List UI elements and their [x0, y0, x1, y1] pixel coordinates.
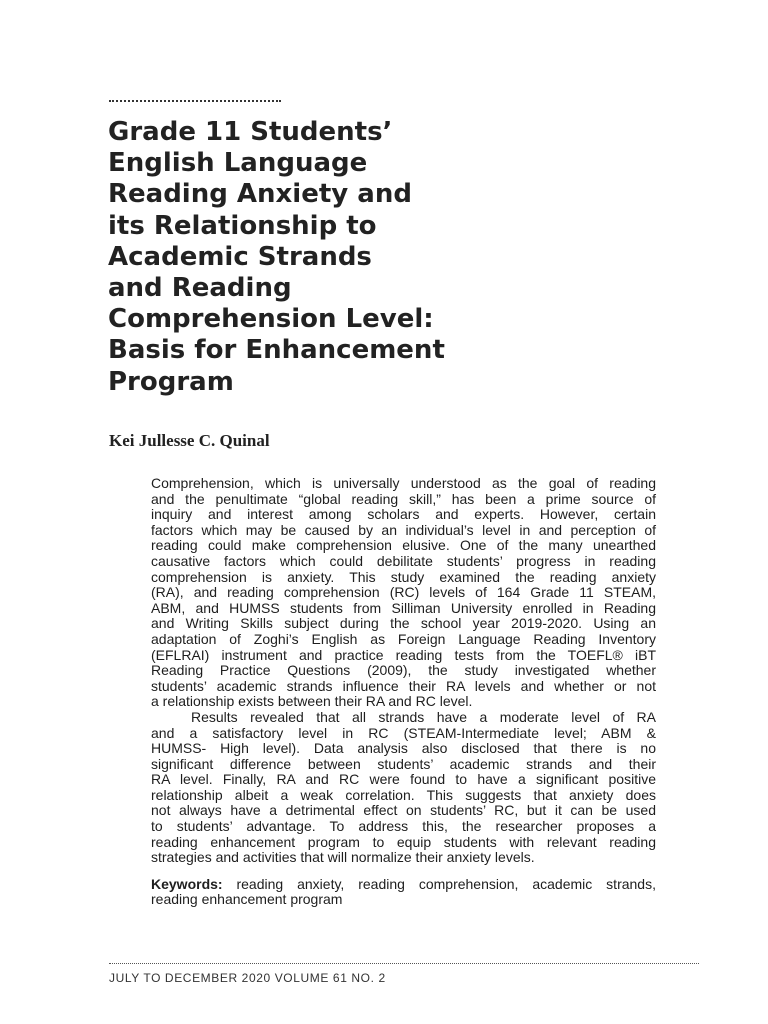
abstract-line: and the penultimate “global reading skill,” has been a prime source of	[151, 490, 656, 507]
keywords-line	[151, 877, 656, 893]
keywords-text: reading anxiety, reading comprehension, academic strands,	[222, 875, 656, 892]
abstract-line: Comprehension, which is universally understood as the goal of reading	[151, 475, 656, 491]
abstract-paragraph-2	[151, 710, 656, 866]
abstract-line: strategies and activities that will normalize their anxiety levels.	[151, 849, 535, 866]
abstract-line: factors which may be caused by an individual’s level in and perception of	[151, 521, 656, 538]
keywords-line: reading enhancement program	[151, 891, 343, 908]
author-name: Kei Jullesse C. Quinal	[109, 431, 270, 450]
title-line: Program	[108, 366, 234, 397]
title-line: Basis for Enhancement	[108, 335, 445, 366]
abstract-paragraph-1	[151, 476, 656, 710]
article-title	[108, 117, 528, 398]
title-line: and Reading	[108, 273, 292, 304]
title-line: Grade 11 Students’	[108, 117, 393, 147]
abstract-line: and a satisfactory level in RC (STEAM-Intermediate level; ABM &	[151, 724, 656, 741]
abstract-line: HUMSS- High level). Data analysis also disclosed that there is no	[151, 740, 656, 757]
abstract-line: RA level. Finally, RA and RC were found to have a significant positive	[151, 771, 656, 788]
title-line: English Language	[108, 148, 368, 179]
title-top-dotted-rule	[109, 100, 281, 102]
abstract	[151, 476, 656, 908]
abstract-line: adaptation of Zoghi’s English as Foreign Language Reading Inventory	[151, 630, 656, 647]
title-line: its Relationship to	[108, 210, 377, 241]
abstract-line: significant difference between students’ academic strands and their	[151, 755, 656, 772]
title-line: Reading Anxiety and	[108, 179, 412, 210]
footer-dotted-rule	[109, 963, 699, 964]
abstract-line: (RA), and reading comprehension (RC) levels of 164 Grade 11 STEAM,	[151, 584, 656, 601]
keywords-label: Keywords:	[151, 875, 223, 892]
journal-issue-footer: JULY TO DECEMBER 2020 VOLUME 61 NO. 2	[109, 971, 386, 985]
abstract-line: causative factors which could debilitate students’ progress in reading	[151, 552, 656, 569]
abstract-line: ABM, and HUMSS students from Silliman University enrolled in Reading	[151, 599, 656, 616]
abstract-line: reading enhancement program to equip students with relevant reading	[151, 833, 656, 850]
abstract-line: reading could make comprehension elusive. One of the many unearthed	[151, 537, 656, 554]
abstract-line: not always have a detrimental effect on students’ RC, but it can be used	[151, 802, 656, 819]
abstract-line: to students’ advantage. To address this, the researcher proposes a	[151, 818, 656, 835]
abstract-line: (EFLRAI) instrument and practice reading tests from the TOEFL® iBT	[151, 646, 656, 663]
abstract-line: comprehension is anxiety. This study examined the reading anxiety	[151, 568, 656, 585]
abstract-line: and Writing Skills subject during the school year 2019-2020. Using an	[151, 615, 656, 632]
abstract-line: Reading Practice Questions (2009), the study investigated whether	[151, 662, 656, 679]
abstract-line: inquiry and interest among scholars and experts. However, certain	[151, 506, 656, 523]
abstract-line: relationship albeit a weak correlation. This suggests that anxiety does	[151, 786, 656, 803]
title-line: Comprehension Level:	[108, 304, 434, 335]
abstract-line: students’ academic strands influence their RA levels and whether or not	[151, 677, 656, 694]
abstract-line: a relationship exists between their RA and RC level.	[151, 693, 473, 710]
abstract-line: Results revealed that all strands have a moderate level of RA	[191, 708, 656, 725]
keywords	[151, 877, 656, 908]
title-line: Academic Strands	[108, 241, 372, 272]
